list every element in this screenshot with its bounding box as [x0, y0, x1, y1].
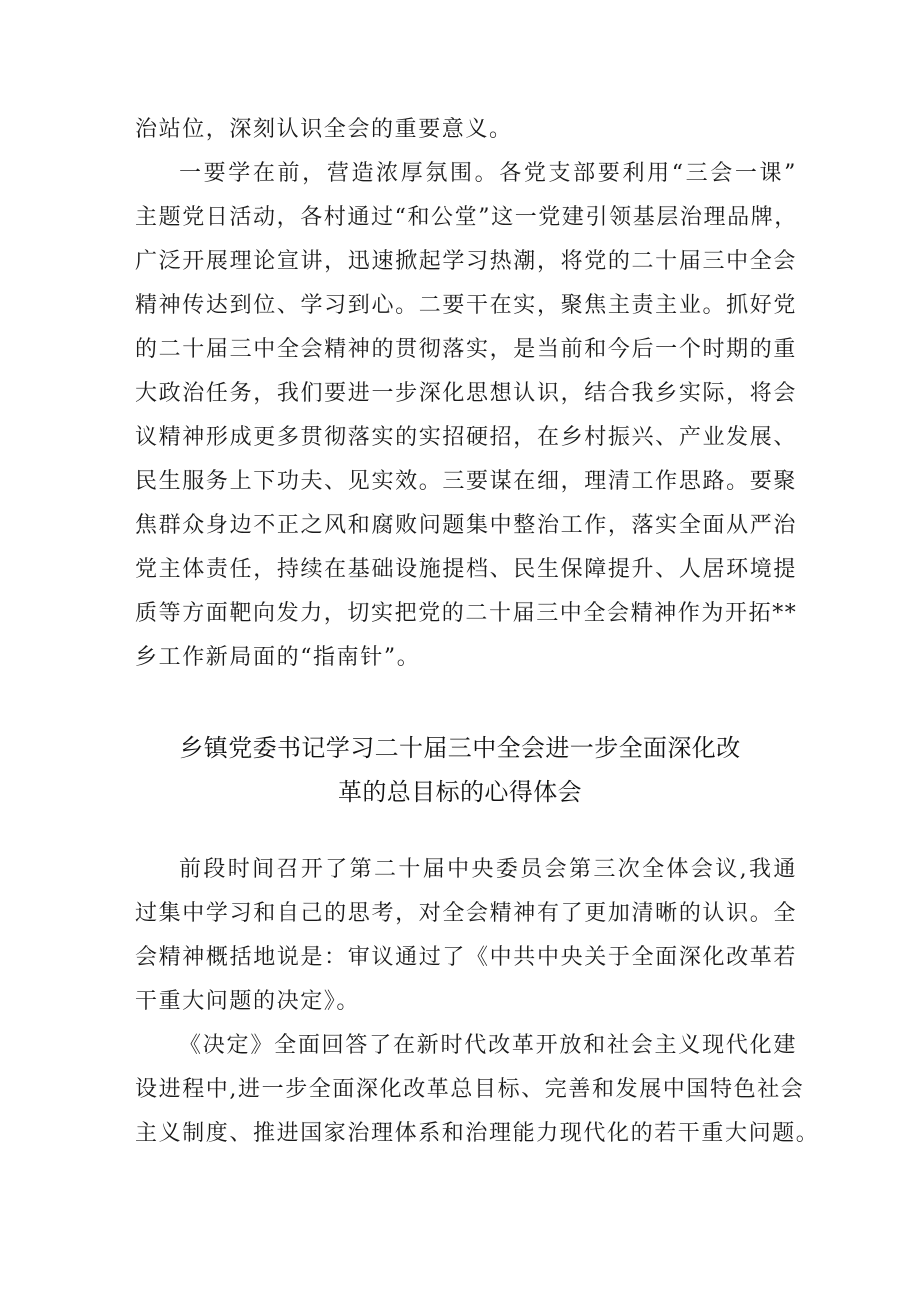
- paragraph-line: 广泛开展理论宣讲，迅速掀起学习热潮，将党的二十届三中全会: [135, 249, 797, 274]
- body-section-1: [135, 108, 797, 680]
- paragraph-line: 前段时间召开了第二十届中央委员会第三次全体会议,我通: [179, 857, 797, 882]
- paragraph-line: 主义制度、推进国家治理体系和治理能力现代化的若干重大问题。: [135, 1121, 820, 1146]
- paragraph-line: 会精神概括地说是：审议通过了《中共中央关于全面深化改革若: [135, 945, 797, 970]
- article-title-line-1: 乡镇党委书记学习二十届三中全会进一步全面深化改: [179, 734, 741, 762]
- paragraph-line: 的二十届三中全会精神的贯彻落实，是当前和今后一个时期的重: [135, 337, 797, 362]
- paragraph-line: 民生服务上下功夫、见实效。三要谋在细，理清工作思路。要聚: [135, 469, 797, 494]
- paragraph-line: 治站位，深刻认识全会的重要意义。: [135, 117, 513, 142]
- paragraph-line: 乡工作新局面的“指南针”。: [135, 645, 421, 670]
- paragraph-line: 党主体责任，持续在基础设施提档、民生保障提升、人居环境提: [135, 557, 797, 582]
- paragraph-line: 大政治任务，我们要进一步深化思想认识，结合我乡实际，将会: [135, 381, 797, 406]
- paragraph-line: 质等方面靶向发力，切实把党的二十届三中全会精神作为开拓**: [135, 601, 798, 626]
- paragraph-line: 精神传达到位、学习到心。二要干在实，聚焦主责主业。抓好党: [135, 293, 797, 318]
- paragraph-line: 《决定》全面回答了在新时代改革开放和社会主义现代化建: [179, 1033, 797, 1058]
- paragraph-line: 干重大问题的决定》。: [135, 989, 361, 1014]
- paragraph-line: 过集中学习和自己的思考，对全会精神有了更加清晰的认识。全: [135, 901, 797, 926]
- paragraph-line: 一要学在前，营造浓厚氛围。各党支部要利用“三会一课”: [179, 161, 797, 186]
- paragraph-line: 焦群众身边不正之风和腐败问题集中整治工作，落实全面从严治: [135, 513, 797, 538]
- body-section-2: [135, 848, 820, 1156]
- article-title-line-2: 革的总目标的心得体会: [338, 778, 582, 806]
- paragraph-line: 设进程中,进一步全面深化改革总目标、完善和发展中国特色社会: [135, 1077, 805, 1102]
- paragraph-line: 议精神形成更多贯彻落实的实招硬招，在乡村振兴、产业发展、: [135, 425, 797, 450]
- paragraph-line: 主题党日活动，各村通过“和公堂”这一党建引领基层治理品牌，: [135, 205, 798, 230]
